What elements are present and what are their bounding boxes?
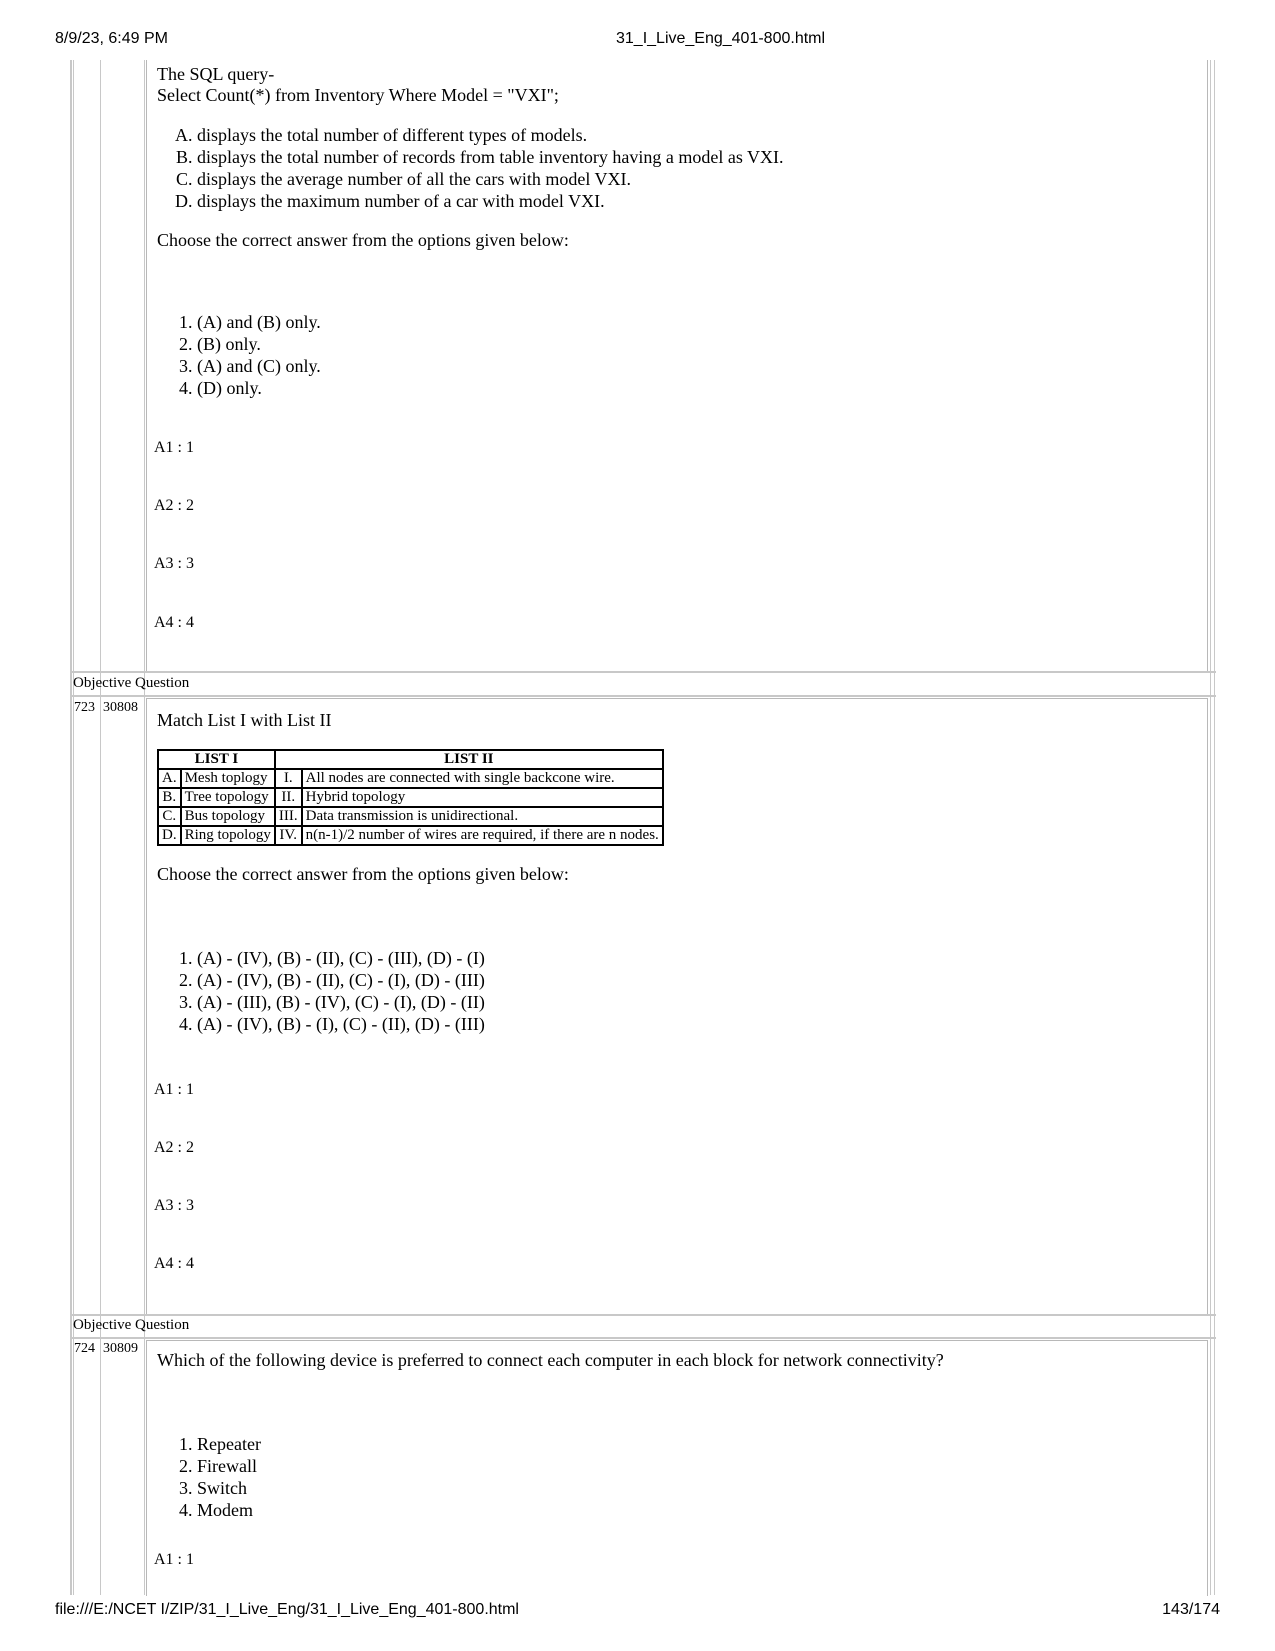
answer-key: A1 : 1	[154, 1551, 194, 1568]
question-id: 30808	[103, 700, 138, 715]
table-cell: Data transmission is unidirectional.	[302, 807, 663, 826]
column-divider	[100, 60, 101, 1595]
document-title: 31_I_Live_Eng_401-800.html	[616, 30, 826, 47]
table-border-right	[1210, 60, 1211, 1595]
option-list	[157, 947, 1197, 1035]
question-text: Match List I with List II	[157, 710, 332, 730]
statement-item: A. displays the total number of different types of models.	[197, 124, 1197, 146]
answer-key: A3 : 3	[154, 555, 194, 572]
table-cell: Tree topology	[181, 788, 275, 807]
row-divider	[70, 1337, 1216, 1339]
table-cell: B.	[158, 788, 181, 807]
table-cell: All nodes are connected with single backcone wire.	[302, 769, 663, 788]
file-path: file:///E:/NCET I/ZIP/31_I_Live_Eng/31_I_Live_Eng_401-800.html	[55, 1601, 519, 1618]
row-divider	[70, 1314, 1216, 1316]
table-cell: Bus topology	[181, 807, 275, 826]
option-item: 4. (D) only.	[197, 377, 1197, 399]
answer-key: A3 : 3	[154, 1197, 194, 1214]
option-list	[157, 311, 1197, 399]
question-id: 30809	[103, 1341, 138, 1356]
list-ii-header: LIST II	[275, 750, 663, 769]
statement-list	[157, 124, 1197, 212]
answer-key: A1 : 1	[154, 1081, 194, 1098]
option-item: 3. (A) and (C) only.	[197, 355, 1197, 377]
table-border-right-outer	[1214, 60, 1215, 1595]
page-number: 143/174	[1162, 1601, 1220, 1618]
question-number: 723	[74, 700, 95, 715]
question-type-label: Objective Question	[73, 1317, 190, 1333]
option-item: 4. (A) - (IV), (B) - (I), (C) - (II), (D) - (III)	[197, 1013, 1197, 1035]
option-item: 3. Switch	[197, 1477, 1197, 1499]
choose-instruction: Choose the correct answer from the options given below:	[157, 864, 569, 884]
table-cell: C.	[158, 807, 181, 826]
statement-item: D. displays the maximum number of a car with model VXI.	[197, 190, 1197, 212]
table-row	[158, 769, 663, 788]
option-list	[157, 1433, 1197, 1521]
table-cell: I.	[275, 769, 302, 788]
table-cell: A.	[158, 769, 181, 788]
statement-item: B. displays the total number of records from table inventory having a model as VXI.	[197, 146, 1197, 168]
option-item: 1. (A) and (B) only.	[197, 311, 1197, 333]
column-divider	[144, 60, 145, 1595]
answer-key: A2 : 2	[154, 1139, 194, 1156]
list-i-header: LIST I	[158, 750, 275, 769]
answer-key: A1 : 1	[154, 439, 194, 456]
table-border-left	[70, 60, 72, 1595]
table-cell: IV.	[275, 826, 302, 845]
choose-instruction: Choose the correct answer from the options given below:	[157, 230, 569, 250]
option-item: 3. (A) - (III), (B) - (IV), (C) - (I), (D) - (II)	[197, 991, 1197, 1013]
print-datetime: 8/9/23, 6:49 PM	[55, 30, 168, 47]
table-cell: III.	[275, 807, 302, 826]
option-item: 2. (B) only.	[197, 333, 1197, 355]
table-row	[158, 826, 663, 845]
table-cell: n(n-1)/2 number of wires are required, if there are n nodes.	[302, 826, 663, 845]
option-item: 1. (A) - (IV), (B) - (II), (C) - (III), (D) - (I)	[197, 947, 1197, 969]
statement-item: C. displays the average number of all the cars with model VXI.	[197, 168, 1197, 190]
match-table-header	[158, 750, 663, 769]
option-item: 2. (A) - (IV), (B) - (II), (C) - (I), (D) - (III)	[197, 969, 1197, 991]
sql-query: Select Count(*) from Inventory Where Model = "VXI";	[157, 85, 559, 105]
question-body	[157, 1350, 1197, 1521]
table-cell: D.	[158, 826, 181, 845]
table-border-left-inner	[73, 60, 74, 1595]
table-cell: Mesh toplogy	[181, 769, 275, 788]
question-number: 724	[74, 1341, 95, 1356]
table-cell: Ring topology	[181, 826, 275, 845]
table-cell: II.	[275, 788, 302, 807]
option-item: 4. Modem	[197, 1499, 1197, 1521]
question-line: The SQL query-	[157, 64, 275, 84]
row-divider	[70, 695, 1216, 697]
question-body	[157, 64, 1197, 399]
table-cell: Hybrid topology	[302, 788, 663, 807]
question-type-label: Objective Question	[73, 675, 190, 691]
answer-key: A4 : 4	[154, 1255, 194, 1272]
row-divider	[70, 671, 1216, 673]
question-body	[157, 710, 1197, 1035]
match-table	[157, 749, 664, 846]
table-row	[158, 788, 663, 807]
question-text: Which of the following device is preferred to connect each computer in each block for network connectivity?	[157, 1350, 944, 1370]
option-item: 2. Firewall	[197, 1455, 1197, 1477]
table-row	[158, 807, 663, 826]
answer-key: A2 : 2	[154, 497, 194, 514]
answer-key: A4 : 4	[154, 614, 194, 631]
option-item: 1. Repeater	[197, 1433, 1197, 1455]
